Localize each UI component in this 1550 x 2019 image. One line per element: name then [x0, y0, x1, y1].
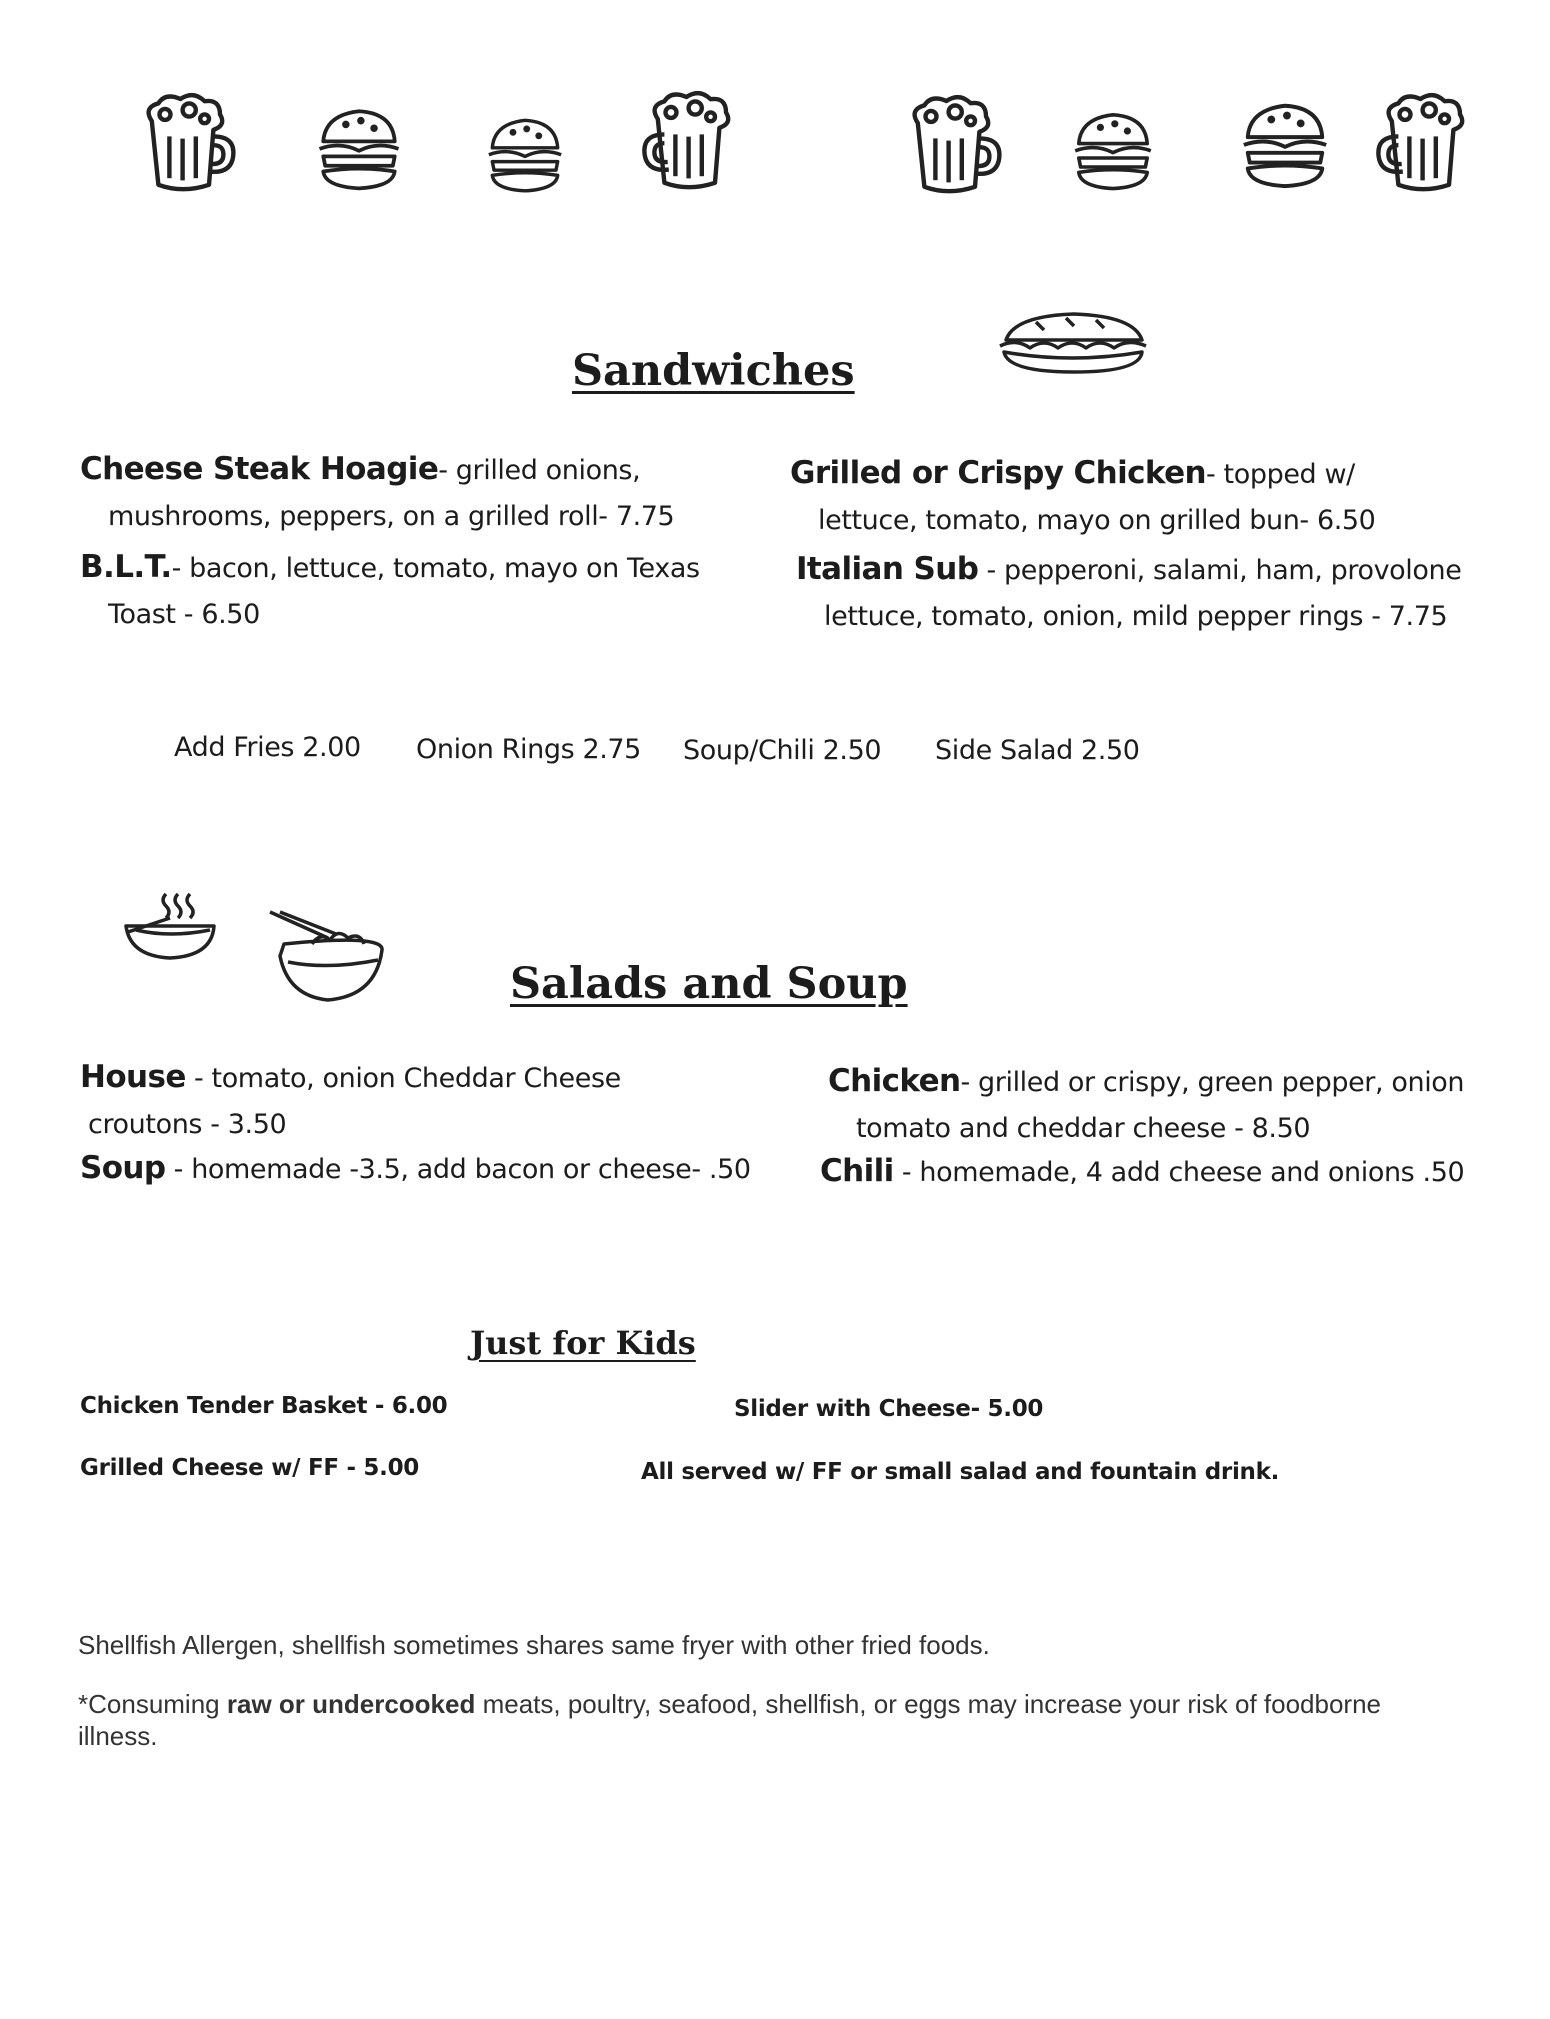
- item-desc-cont: lettuce, tomato, mayo on grilled bun- 6.50: [818, 505, 1376, 536]
- salad-item-house: [80, 1054, 621, 1148]
- sandwiches-heading: Sandwiches: [572, 346, 855, 396]
- addon-side-salad: Side Salad 2.50: [935, 735, 1140, 766]
- item-name: Chicken: [828, 1063, 961, 1099]
- kids-item-grilled-cheese: Grilled Cheese w/ FF - 5.00: [80, 1455, 419, 1481]
- sandwich-item-blt: [80, 544, 700, 638]
- warning-prefix: *Consuming: [78, 1689, 227, 1719]
- kids-served-note: All served w/ FF or small salad and fountain drink.: [641, 1459, 1280, 1485]
- item-desc: - grilled onions,: [438, 455, 641, 486]
- item-desc: - grilled or crispy, green pepper, onion: [960, 1067, 1465, 1098]
- salad-item-chili: [820, 1148, 1464, 1196]
- warning-suffix: meats, poultry, seafood, shellfish, or eggs may increase your risk of foodborne illness.: [78, 1689, 1381, 1751]
- allergen-note: Shellfish Allergen, shellfish sometimes shares same fryer with other fried foods.: [78, 1630, 990, 1660]
- addon-fries: Add Fries 2.00: [174, 732, 361, 763]
- salad-bowl-icon: [266, 910, 390, 1004]
- hamburger-icon: [1068, 104, 1158, 194]
- item-name: Italian Sub: [796, 551, 979, 587]
- salads-heading: Salads and Soup: [510, 959, 908, 1009]
- item-desc-cont: Toast - 6.50: [108, 599, 260, 630]
- addon-soup-chili: Soup/Chili 2.50: [683, 735, 882, 766]
- item-desc: - topped w/: [1206, 459, 1355, 490]
- beer-mug-icon: [132, 88, 242, 198]
- sub-sandwich-icon: [996, 306, 1150, 378]
- item-name: B.L.T.: [80, 549, 172, 585]
- hamburger-icon: [1236, 94, 1334, 192]
- item-name: Chili: [820, 1153, 894, 1189]
- item-name: Cheese Steak Hoagie: [80, 451, 439, 487]
- item-desc: - tomato, onion Cheddar Cheese: [185, 1063, 621, 1094]
- item-name: House: [80, 1059, 186, 1095]
- hamburger-icon: [482, 110, 568, 196]
- consumption-warning: [78, 1688, 1408, 1752]
- item-desc: - bacon, lettuce, tomato, mayo on Texas: [171, 553, 700, 584]
- beer-mug-icon: [638, 86, 748, 196]
- item-desc-cont: lettuce, tomato, onion, mild pepper rings - 7.75: [824, 601, 1448, 632]
- soup-bowl-icon: [122, 892, 218, 964]
- salad-item-chicken: [828, 1058, 1464, 1152]
- addon-onion-rings: Onion Rings 2.75: [416, 734, 641, 765]
- kids-item-chicken-tender: Chicken Tender Basket - 6.00: [80, 1393, 448, 1419]
- kids-heading: Just for Kids: [470, 1324, 696, 1362]
- item-desc-cont: mushrooms, peppers, on a grilled roll- 7.75: [108, 501, 675, 532]
- sandwich-item-cheese-steak: [80, 446, 674, 540]
- salad-item-soup: [80, 1145, 751, 1193]
- kids-item-slider: Slider with Cheese- 5.00: [734, 1396, 1044, 1422]
- item-desc: - pepperoni, salami, ham, provolone: [978, 555, 1462, 586]
- item-desc: - homemade -3.5, add bacon or cheese- .50: [165, 1154, 751, 1185]
- item-desc: - homemade, 4 add cheese and onions .50: [893, 1157, 1465, 1188]
- item-name: Grilled or Crispy Chicken: [790, 455, 1207, 491]
- beer-mug-icon: [898, 90, 1008, 200]
- warning-emphasis: raw or undercooked: [226, 1689, 476, 1719]
- sandwich-item-chicken: [790, 450, 1375, 544]
- item-desc-cont: croutons - 3.50: [88, 1109, 287, 1140]
- beer-mug-icon: [1372, 88, 1482, 198]
- hamburger-icon: [312, 100, 406, 194]
- sandwich-item-italian-sub: [796, 546, 1461, 640]
- item-name: Soup: [80, 1150, 166, 1186]
- item-desc-cont: tomato and cheddar cheese - 8.50: [856, 1113, 1311, 1144]
